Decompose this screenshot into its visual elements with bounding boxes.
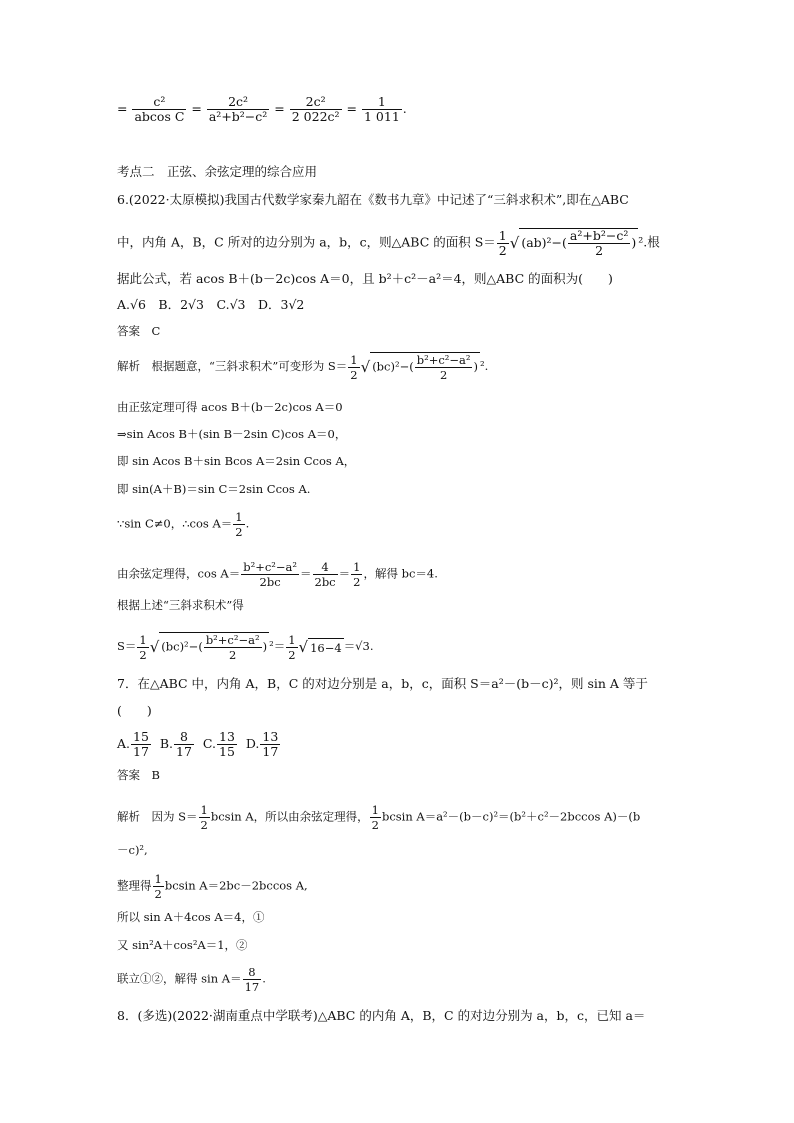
solution-text-end: ². [479,359,489,373]
numerator: 1 [353,560,361,574]
numerator: 1 [498,227,507,243]
denominator: 2 [439,368,448,382]
fraction [351,560,362,589]
denominator: 2 [200,818,208,832]
q7-options [117,730,281,759]
denominator: 2 [288,647,296,662]
section-title: 考点二 正弦、余弦定理的综合应用 [117,164,318,179]
fraction [415,353,473,382]
numerator: 8 [243,965,262,980]
radicand-text: (ab)²− [521,235,563,250]
denominator: 1 011 [364,109,400,124]
fraction-half [137,633,148,662]
denominator: 2 022c² [291,109,340,124]
q7-solution-3 [117,872,308,901]
equals-sign: = [117,101,128,116]
numerator: b²+c²−a² [416,353,471,367]
fraction-half [497,229,509,258]
numerator: 1 [288,632,296,647]
denominator: 2bc [259,575,281,589]
denominator: a²+b²−c² [208,109,268,124]
solution-text: 解析 根据题意，“三斜求积术”可变形为 S＝ [117,359,348,373]
numerator: 1 [235,510,243,524]
equals-sign: = [191,101,202,116]
numerator: 1 [371,803,379,817]
denominator: 17 [262,744,279,759]
q6-options: A.√6 B．2√3 C.√3 D．3√2 [117,297,305,312]
option-label: B. [159,736,174,751]
denominator: 2bc [314,575,336,589]
q6-solution-5: 即 sin(A＋B)＝sin C＝2sin Ccos A. [117,482,311,496]
sqrt-icon: √ [149,638,160,656]
numerator: 2c² [207,95,269,110]
denominator: 2 [235,525,243,539]
solution-text: 整理得 [117,878,152,893]
fraction [241,560,299,589]
q7-solution-1 [117,803,640,832]
denominator: 17 [133,744,149,759]
fraction-half [348,353,359,382]
fraction [290,95,342,124]
q6-answer: 答案 C [117,324,161,338]
sqrt-icon: √ [360,358,371,376]
numerator: b²+c²−a² [205,633,260,647]
option-label: D. [245,736,260,751]
numerator: a²+b²−c² [569,228,629,243]
q6-solution-9 [117,632,374,662]
solution-text: bcsin A＝2bc－2bccos A, [164,878,308,893]
denominator: 2 [154,887,162,901]
numerator: 4 [313,560,338,575]
denominator: 2 [229,648,237,662]
sqrt-icon: √ [509,234,520,252]
solution-text: ∵sin C≠0，∴cos A＝ [117,516,233,531]
numerator: c² [132,95,186,110]
fraction [362,95,402,124]
numerator: b²+c²−a² [243,560,297,574]
option-label: A. [117,736,131,751]
solution-text: bcsin A＝a²－(b－c)²＝(b²＋c²－2bccos A)－(b [381,809,641,824]
q6-solution-1 [117,352,488,382]
denominator: 2 [139,647,147,662]
q6-line-3: 据此公式，若 acos B＋(b－2c)cos A＝0，且 b²＋c²－a²＝4，则△ABC 的面积为( ) [117,271,613,286]
denominator: abcos C [134,109,185,124]
denominator: 2 [353,575,361,589]
fraction [568,229,630,258]
numerator: 13 [219,729,235,744]
numerator: 1 [139,632,147,647]
numerator: 1 [350,352,358,367]
radicand: 16−4 [308,638,344,657]
q7-solution-6 [117,965,266,994]
numerator: 1 [154,872,162,886]
q8-line-1: 8．(多选)(2022·湖南重点中学联考)△ABC 的内角 A，B，C 的对边分别为 a，b，c，已知 a＝ [117,1008,646,1023]
fraction [217,730,237,759]
top-formula [117,95,407,124]
fraction-half [199,803,210,832]
fraction [260,730,280,759]
q6-line-2 [117,228,660,258]
q7-line-2: ( ) [117,703,152,718]
solution-text: ²＝ [269,639,286,653]
fraction [243,965,262,994]
radicand: (ab)²−( $\frac{\text{a²+b²−c²}}{2}$ ) [521,228,637,258]
fraction-half [286,633,297,662]
fraction [204,633,262,662]
q6-text-end: ².根 [638,234,660,250]
numerator: 1 [362,95,402,110]
fraction [174,730,194,759]
numerator: 1 [200,803,208,817]
denominator: 2 [595,243,604,258]
period: . [262,971,266,986]
q6-line-1: 6.(2022·太原模拟)我国古代数学家秦九韶在《数书九章》中记述了“三斜求积术”,即在△ABC [117,192,629,207]
denominator: 2 [350,367,358,382]
q7-solution-4: 所以 sin A＋4cos A＝4，① [117,910,265,924]
q7-line-1: 7．在△ABC 中，内角 A，B，C 的对边分别是 a，b，c，面积 S＝a²－(b－c)²，则 sin A 等于 [117,676,648,691]
fraction-half [153,872,164,901]
fraction [233,510,244,539]
q6-solution-4: 即 sin Acos B＋sin Bcos A＝2sin Ccos A， [117,454,356,468]
q6-solution-7: 由余弦定理得，cos A＝ $\frac{\text{b²+c²−a²}}{2bc}$ ＝ $\frac{4}{2bc}$ ＝ $\frac{1}{2}$ ，解得 bc＝4. [117,560,438,589]
equals-sign: = [274,101,285,116]
fraction [131,730,151,759]
solution-text: S＝ [117,639,137,653]
q7-solution-5: 又 sin²A＋cos²A＝1，② [117,938,248,952]
denominator: 2 [371,818,379,832]
equals-sign: = [346,101,358,116]
q6-solution-2: 由正弦定理可得 acos B＋(b－2c)cos A＝0 [117,400,343,414]
solution-text-end: ＝√3. [343,639,374,653]
numerator: 8 [174,730,194,745]
solution-text: 联立①②，解得 sin A＝ [117,971,242,986]
radicand: (bc)²−( $\frac{\text{b²+c²−a²}}{2}$ ) [161,633,268,662]
q6-solution-6 [117,510,249,539]
numerator: 15 [133,729,149,744]
fraction-half [370,803,381,832]
radicand-text: (bc)²− [372,359,410,374]
radicand: (bc)²−( $\frac{\text{b²+c²−a²}}{2}$ ) [372,353,478,382]
solution-text: bcsin A，所以由余弦定理得， [210,809,369,824]
numerator: 13 [262,729,279,744]
denominator: 2 [498,242,507,258]
numerator: 2c² [290,95,342,110]
q7-solution-2: －c)², [117,843,148,857]
solution-text-end: ，解得 bc＝4. [363,566,438,581]
sqrt-icon: √ [298,638,309,656]
radicand-text: (bc)²− [161,639,199,654]
fraction [207,95,269,124]
fraction [132,95,186,124]
q6-solution-3: ⇒sin Acos B＋(sin B－2sin C)cos A＝0， [117,427,347,441]
denominator: 17 [244,980,260,994]
option-label: C. [202,736,216,751]
fraction [313,560,338,589]
q6-solution-8: 根据上述“三斜求积术”得 [117,598,244,612]
q7-answer: 答案 B [117,768,160,782]
solution-text: 解析 因为 S＝ [117,809,198,824]
period: . [245,516,250,531]
denominator: 17 [176,744,192,759]
period: . [402,101,407,116]
q6-text: 中，内角 A，B，C 所对的边分别为 a，b，c，则△ABC 的面积 S＝ [117,234,496,250]
denominator: 15 [219,744,235,759]
solution-text: 由余弦定理得，cos A＝ [117,566,241,581]
